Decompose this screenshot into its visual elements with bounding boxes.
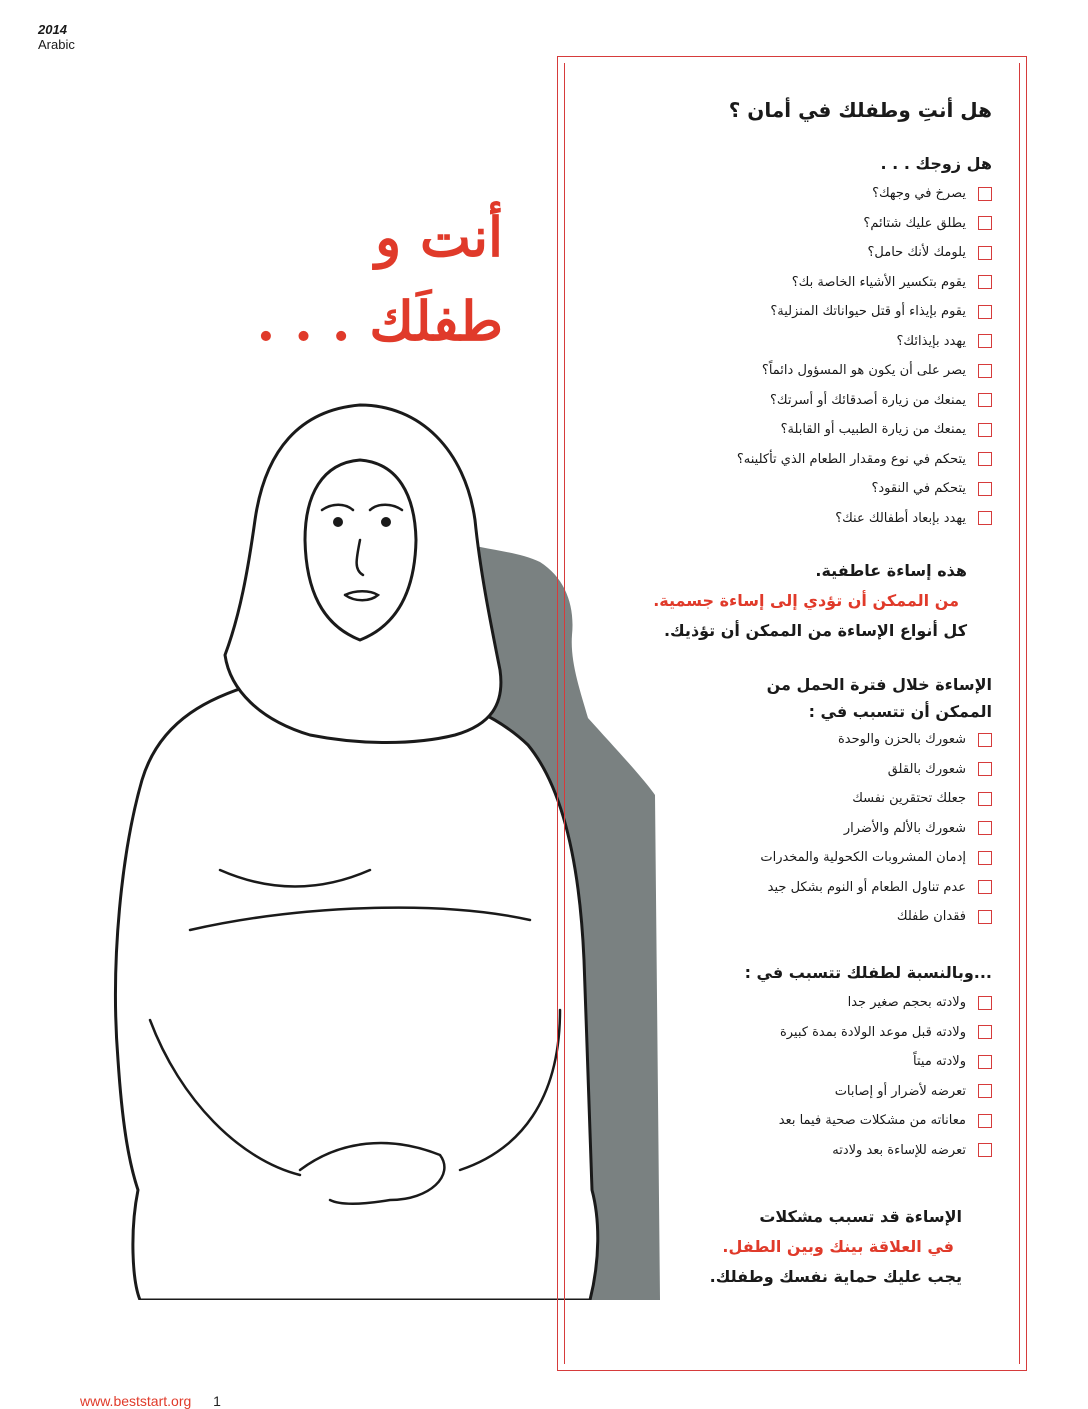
- husband-checklist: [562, 179, 992, 533]
- statement-line: يجب عليك حماية نفسك وطفلك.: [709, 1267, 962, 1286]
- list-item: [562, 297, 992, 327]
- checkbox[interactable]: [978, 1114, 992, 1128]
- list-item: [562, 327, 992, 357]
- checkbox[interactable]: [978, 1143, 992, 1157]
- item-label: شعورك بالحزن والوحدة: [837, 732, 966, 748]
- language-label: Arabic: [38, 37, 75, 52]
- year-label: 2014: [38, 22, 67, 37]
- checkbox[interactable]: [978, 762, 992, 776]
- item-label: يلومك لأنك حامل؟: [867, 245, 966, 261]
- checkbox[interactable]: [978, 452, 992, 466]
- statement-line-highlight: في العلاقة بينك وبين الطفل.: [722, 1237, 954, 1256]
- page-number: 1: [213, 1393, 221, 1409]
- checkbox[interactable]: [978, 187, 992, 201]
- item-label: يهدد بإيذائك؟: [896, 333, 966, 349]
- list-item: [562, 1077, 992, 1107]
- list-item: [562, 873, 992, 903]
- list-item: [562, 843, 992, 873]
- section-pregnancy-title: الإساءة خلال فترة الحمل من: [766, 675, 992, 694]
- page-footer: [80, 1393, 221, 1409]
- section-pregnancy-title-2: الممكن أن تتسبب في :: [808, 702, 992, 721]
- list-item: [562, 784, 992, 814]
- checkbox[interactable]: [978, 423, 992, 437]
- item-label: يمنعك من زيارة أصدقائك أو أسرتك؟: [769, 392, 966, 408]
- item-label: شعورك بالقلق: [887, 761, 966, 777]
- checkbox[interactable]: [978, 246, 992, 260]
- checklist-panel: [557, 56, 1027, 1371]
- left-eye: [333, 517, 343, 527]
- statement-line: هذه إساءة عاطفية.: [815, 561, 967, 580]
- list-item: [562, 386, 992, 416]
- relationship-statement: [532, 1202, 962, 1292]
- item-label: ولادته ميتاً: [913, 1054, 966, 1070]
- item-label: يهدد بإبعاد أطفالك عنك؟: [835, 510, 966, 526]
- list-item: [562, 902, 992, 932]
- checkbox[interactable]: [978, 1084, 992, 1098]
- list-item: [562, 1136, 992, 1166]
- item-label: شعورك بالألم والأضرار: [843, 820, 966, 836]
- checkbox[interactable]: [978, 792, 992, 806]
- checkbox[interactable]: [978, 851, 992, 865]
- title-line-2: طفلَك . . .: [256, 289, 503, 353]
- section-baby-effects: [562, 958, 992, 1165]
- list-item: [562, 356, 992, 386]
- item-label: يقوم بتكسير الأشياء الخاصة بك؟: [791, 274, 966, 290]
- item-label: يتحكم في النقود؟: [871, 481, 966, 497]
- list-item: [562, 1047, 992, 1077]
- item-label: يصرخ في وجهك؟: [872, 186, 966, 202]
- emotional-abuse-statement: [537, 556, 967, 646]
- item-label: فقدان طفلك: [896, 909, 966, 925]
- item-label: يقوم بإيذاء أو قتل حيواناتك المنزلية؟: [770, 304, 966, 320]
- list-item: [562, 504, 992, 534]
- robe-outline: [115, 680, 597, 1300]
- item-label: يمنعك من زيارة الطبيب أو القابلة؟: [780, 422, 966, 438]
- list-item: [562, 268, 992, 298]
- title-line-1: أنت و: [375, 205, 503, 269]
- item-label: ولادته بحجم صغير جدا: [847, 995, 966, 1011]
- section-husband: [562, 149, 992, 533]
- item-label: تعرضه للإساءة بعد ولادته: [832, 1142, 966, 1158]
- checkbox[interactable]: [978, 305, 992, 319]
- checkbox[interactable]: [978, 393, 992, 407]
- statement-line: كل أنواع الإساءة من الممكن أن تؤذيك.: [663, 621, 967, 640]
- item-label: معاناته من مشكلات صحية فيما بعد: [778, 1113, 966, 1129]
- checkbox[interactable]: [978, 275, 992, 289]
- checkbox[interactable]: [978, 880, 992, 894]
- section-pregnancy-effects: [562, 671, 992, 932]
- item-label: تعرضه لأضرار أو إصابات: [834, 1083, 966, 1099]
- list-item: [562, 179, 992, 209]
- checkbox[interactable]: [978, 996, 992, 1010]
- statement-line: الإساءة قد تسبب مشكلات: [759, 1207, 962, 1226]
- checkbox[interactable]: [978, 733, 992, 747]
- checkbox[interactable]: [978, 821, 992, 835]
- item-label: إدمان المشروبات الكحولية والمخدرات: [760, 850, 966, 866]
- page-title: [183, 195, 503, 363]
- item-label: عدم تناول الطعام أو النوم بشكل جيد: [767, 879, 966, 895]
- list-item: [562, 209, 992, 239]
- list-item: [562, 474, 992, 504]
- item-label: يتحكم في نوع ومقدار الطعام الذي تأكلينه؟: [736, 451, 966, 467]
- baby-effects-checklist: [562, 988, 992, 1165]
- section-baby-title: ...وبالنسبة لطفلك تتسبب في :: [744, 963, 992, 982]
- list-item: [562, 725, 992, 755]
- list-item: [562, 238, 992, 268]
- checkbox[interactable]: [978, 1055, 992, 1069]
- list-item: [562, 1106, 992, 1136]
- checkbox[interactable]: [978, 511, 992, 525]
- statement-line-highlight: من الممكن أن تؤدي إلى إساءة جسمية.: [653, 591, 959, 610]
- pregnancy-effects-checklist: [562, 725, 992, 932]
- checkbox[interactable]: [978, 334, 992, 348]
- list-item: [562, 445, 992, 475]
- list-item: [562, 755, 992, 785]
- list-item: [562, 814, 992, 844]
- checkbox[interactable]: [978, 1025, 992, 1039]
- item-label: جعلك تحتقرين نفسك: [852, 791, 966, 807]
- website-link[interactable]: www.beststart.org: [80, 1393, 192, 1409]
- item-label: يطلق عليك شتائم؟: [863, 215, 966, 231]
- item-label: يصر على أن يكون هو المسؤول دائماً؟: [761, 363, 966, 379]
- checkbox[interactable]: [978, 216, 992, 230]
- list-item: [562, 415, 992, 445]
- item-label: ولادته قبل موعد الولادة بمدة كبيرة: [779, 1024, 966, 1040]
- corner-label: [38, 22, 75, 52]
- section-husband-title: هل زوجك . . .: [880, 154, 992, 173]
- checkbox[interactable]: [978, 364, 992, 378]
- checkbox[interactable]: [978, 482, 992, 496]
- right-eye: [381, 517, 391, 527]
- checkbox[interactable]: [978, 910, 992, 924]
- panel-heading: هل أنتِ وطفلك في أمان ؟: [728, 98, 992, 122]
- list-item: [562, 988, 992, 1018]
- list-item: [562, 1018, 992, 1048]
